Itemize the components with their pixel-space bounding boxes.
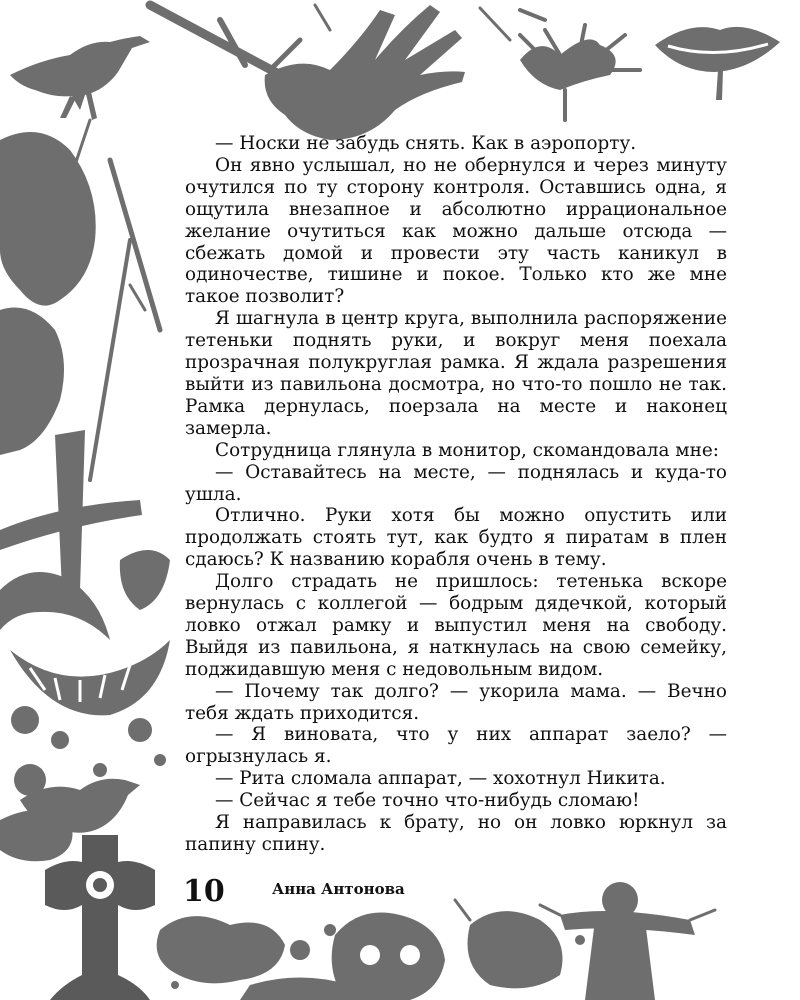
splatter-hand-icon [520, 25, 640, 120]
paragraph: Я направилась к брату, но он ловко юркнул за папину спину. [185, 812, 727, 855]
skull-icon [332, 913, 445, 1000]
paragraph: — Оставайтесь на месте, — поднялась и куда-то ушла. [185, 461, 727, 505]
paragraph: — Почему так долго? — укорила мама. — Вечно тебя ждать приходится. [185, 680, 727, 724]
paragraph: Отлично. Руки хотя бы можно опустить или продолжать стоять тут, как будто я пиратам в плен сдаюсь? К названию корабля очень в тему. [185, 505, 727, 571]
grinning-face-icon [0, 550, 170, 715]
paragraph: Он явно услышал, но не обернулся и через минуту очутился по ту сторону контроля. Оставшись одна, я ощутила внезапное и абсолютно иррациональное желание очутиться как можно дальше отсюда — сбежать домой и провести эту часть каникул в одиночестве, тишине и покое. Только кто же мне такое позволит? [185, 154, 727, 308]
paragraph: — Носки не забудь снять. Как в аэропорту. [215, 133, 637, 154]
splatter-icon [455, 900, 585, 988]
paragraph: Я шагнула в центр круга, выполнила распоряжение тетеньки поднять руки, и вокруг меня поехала прозрачная полукруглая рамка. Я ждала разрешения выйти из павильона досмотра, но что-то пошло не так. Рамка дернулась, поерзала на месте и наконец замерла. [185, 308, 727, 439]
crow-icon [10, 36, 150, 120]
celtic-cross-icon [45, 835, 155, 1000]
body-text [185, 133, 727, 856]
hand-icon [265, 5, 465, 140]
ink-spill-icon [157, 916, 350, 1000]
paragraph: — Я виновата, что у них аппарат заело? — огрызнулась я. [185, 724, 727, 768]
lips-icon [655, 27, 780, 100]
paragraph: Сотрудница глянула в монитор, скомандовала мне: [215, 439, 719, 461]
running-footer-author: Анна Антонова [272, 880, 405, 898]
paragraph: Долго страдать не пришлось: тетенька вскоре вернулась с коллегой — бодрым дядечкой, который ловко отжал рамку и выпустил меня на свободу. Выйдя из павильона, я наткнулась на свою семейку, поджидавшую меня с недовольным видом. [185, 571, 727, 680]
paragraph: — Сейчас я тебе точно что-нибудь сломаю! [215, 790, 640, 812]
scarecrow-icon [540, 882, 715, 1000]
paragraph: — Рита сломала аппарат, — хохотнул Никита. [215, 768, 666, 790]
page-number: 10 [183, 874, 225, 909]
grunge-shadow-icon [0, 120, 160, 480]
